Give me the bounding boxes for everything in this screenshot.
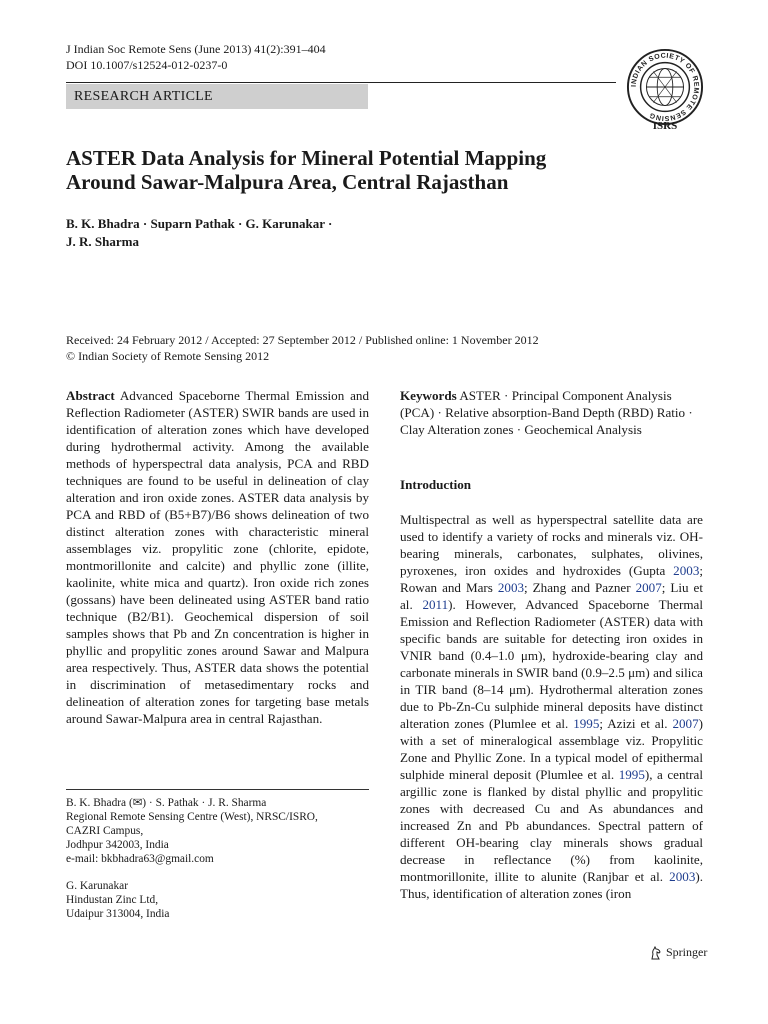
affiliation-rule: [66, 789, 369, 790]
citation-link[interactable]: 1995: [618, 767, 645, 782]
article-type-banner: [66, 84, 368, 109]
title-line-1: ASTER Data Analysis for Mineral Potential Mapping: [66, 146, 547, 170]
paper-title: [66, 146, 626, 194]
publisher-name: Springer: [666, 945, 708, 959]
journal-line: J Indian Soc Remote Sens (June 2013) 41(2):391–404: [66, 42, 326, 56]
seal-text: INDIAN SOCIETY OF REMOTE SENSING: [630, 52, 700, 122]
citation-link[interactable]: 2003: [673, 563, 700, 578]
springer-horse-icon: [650, 946, 662, 960]
copyright-line: © Indian Society of Remote Sensing 2012: [66, 348, 270, 363]
right-column: [400, 387, 703, 902]
header-rule: [66, 82, 616, 83]
affiliation-1: B. K. Bhadra (✉) · S. Pathak · J. R. Sharma Regional Remote Sensing Centre (West), NRSC/ISRO, CAZRI Campus, Jodhpur 342003, India e-mail: bkbhadra63@gmail.com: [66, 796, 369, 866]
keywords-label: Keywords: [400, 388, 457, 403]
affiliations: [66, 796, 369, 921]
doi-line: DOI 10.1007/s12524-012-0237-0: [66, 57, 228, 72]
introduction-heading: Introduction: [400, 477, 472, 492]
abstract-section: [66, 387, 369, 727]
publisher-footer: [650, 945, 707, 960]
citation-link[interactable]: 2007: [635, 580, 662, 595]
author-list: [66, 215, 396, 251]
authors-line-2: J. R. Sharma: [66, 234, 139, 249]
keywords-text: ASTER · Principal Component Analysis (PCA) · Relative absorption-Band Depth (RBD) Ratio · Clay Alteration zones · Geochemical Analysis: [400, 388, 693, 437]
received-line: Received: 24 February 2012 / Accepted: 27 September 2012 / Published online: 1 November 2012: [66, 333, 539, 347]
abstract-label: Abstract: [66, 388, 115, 403]
introduction-paragraph: Multispectral as well as hyperspectral satellite data are used to identify a variety of rocks and minerals viz. OH-bearing minerals, carbonates, sulphates, olivines, pyroxenes, iron oxides and hydroxides (Gupta 2003; Rowan and Mars 2003; Zhang and Pazner 2007; Liu et al. 2011). However, Advanced Spaceborne Thermal Emission and Reflection Radiometer (ASTER) data with specific bands are suitable for detecting iron oxides in VNIR band (0.4–1.0 μm), hydroxide-bearing clay and carbonate minerals in SWIR band (0.9–2.5 μm) and silica in TIR band (8–14 μm). Hydrothermal alteration zones due to Pb-Zn-Cu sulphide mineral deposits have distinct alteration zones (Plumlee et al. 1995; Azizi et al. 2007) with a set of mineralogical assemblage viz. Propylitic Zone and Phyllic Zone. In a typical model of epithermal sulphide mineral deposit (Plumlee et al. 1995), a central argillic zone is flanked by distal phyllic and propylitic zones with decreased Cu and As abundances and increased Zn and Pb abundances. Spectral pattern of different OH-bearing clay minerals shows gradual decrease in reflectance (%) from kaolinite, montmorillonite, illite to alunite (Ranjbar et al. 2003). Thus, identification of alteration zones (iron: [400, 512, 703, 901]
citation-link[interactable]: 2003: [669, 869, 696, 884]
journal-citation: [66, 42, 326, 73]
article-type: RESEARCH ARTICLE: [74, 89, 213, 104]
authors-line-1: B. K. Bhadra · Suparn Pathak · G. Karunakar ·: [66, 216, 333, 231]
author-email[interactable]: e-mail: bkbhadra63@gmail.com: [66, 853, 214, 865]
citation-link[interactable]: 1995: [573, 716, 600, 731]
publication-dates: [66, 333, 626, 364]
citation-link[interactable]: 2011: [422, 597, 449, 612]
abstract-text: Advanced Spaceborne Thermal Emission and Reflection Radiometer (ASTER) SWIR bands are used in identification of alteration zones which have developed during hydrothermal activity. Among the available methods of hyperspectral data analysis, PCA and RBD techniques are found to be useful in delineation of clay alteration and iron oxide zones. ASTER data analysis by PCA and RBD of (B5+B7)/B6 shows delineation of two distinct alteration zones with characteristic mineral assemblages viz. propylitic zone (chlorite, epidote, montmorillonite and calcite) and phyllic zone (illite, kaolinite, white mica and quartz). Iron oxide rich zones (gossans) have been delineated using ASTER band ratio technique (B2/B1). Geochemical dispersion of soil samples shows that Pb and Zn concentration is higher in phyllic and propylitic zones around Sawar and Malpura area respectively. Thus, ASTER data shows the potential in discrimination of metasedimentary rocks and delineation of alteration zones for targeting base metals around Sawar-Malpura area in central Rajasthan.: [66, 388, 369, 726]
isrs-seal-icon: [626, 48, 704, 126]
title-line-2: Around Sawar-Malpura Area, Central Rajasthan: [66, 170, 509, 194]
society-abbrev: ISRS: [652, 120, 678, 132]
citation-link[interactable]: 2007: [672, 716, 699, 731]
citation-link[interactable]: 2003: [497, 580, 525, 595]
affiliation-2: G. Karunakar Hindustan Zinc Ltd, Udaipur 313004, India: [66, 880, 170, 920]
